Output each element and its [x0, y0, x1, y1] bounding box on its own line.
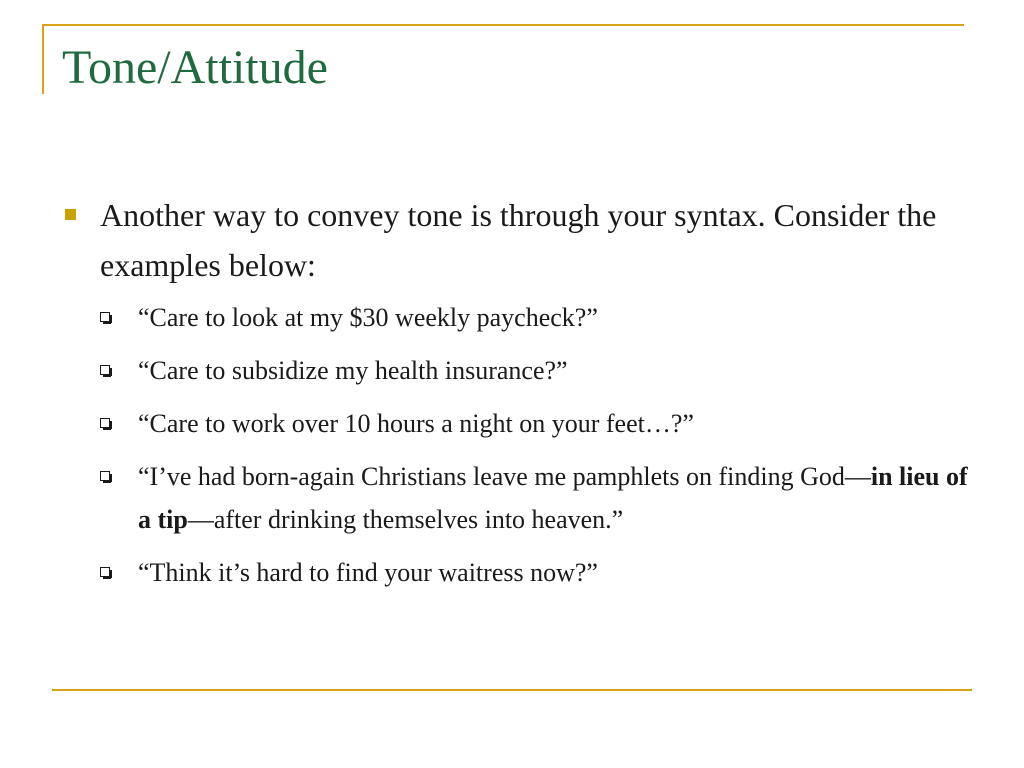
hollow-square-bullet-icon [100, 471, 110, 481]
top-accent-rule [42, 24, 964, 26]
sub-bullet-text: “Think it’s hard to find your waitress now?” [138, 558, 598, 587]
hollow-square-bullet-icon [100, 567, 110, 577]
sub-bullet-item [138, 402, 972, 445]
sub-bullet-text-after: —after drinking themselves into heaven.” [187, 505, 624, 534]
sub-bullet-item [138, 551, 972, 594]
slide-title: Tone/Attitude [62, 41, 328, 94]
sub-bullet-item [138, 455, 972, 541]
bottom-accent-rule [52, 689, 972, 691]
sub-bullet-text: “Care to subsidize my health insurance?” [138, 356, 568, 385]
main-bullet-text: Another way to convey tone is through your syntax. Consider the examples below: [100, 197, 937, 283]
sub-bullet-item [138, 349, 972, 392]
hollow-square-bullet-icon [100, 418, 110, 428]
sub-bullet-bold-phrase: in lieu of a tip [138, 462, 968, 534]
left-accent-rule [42, 24, 44, 94]
filled-square-bullet-icon [65, 209, 76, 220]
sub-bullet-list [62, 296, 972, 594]
sub-bullet-item [138, 296, 972, 339]
sub-bullet-text: “Care to look at my $30 weekly paycheck?” [138, 303, 598, 332]
hollow-square-bullet-icon [100, 312, 110, 322]
main-bullet [62, 190, 972, 290]
hollow-square-bullet-icon [100, 365, 110, 375]
sub-bullet-text: “Care to work over 10 hours a night on your feet…?” [138, 409, 694, 438]
slide-content [62, 190, 972, 604]
sub-bullet-text-before: “I’ve had born-again Christians leave me pamphlets on finding God— [138, 462, 871, 491]
